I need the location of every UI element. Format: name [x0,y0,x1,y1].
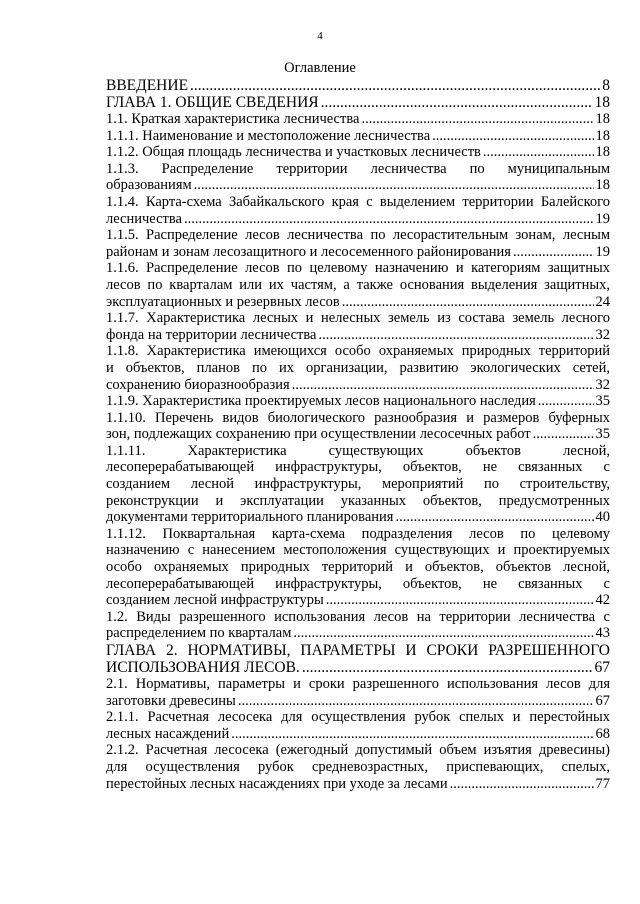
toc-entry-text: для осуществления рубок средневозрастных, приспевающих, спелых, [106,758,610,775]
toc-page-number: 32 [595,326,610,343]
toc-page-number: 43 [595,625,610,642]
toc-entry[interactable] [106,526,610,609]
toc-entry-text: лесничества [106,210,182,227]
table-of-contents [106,77,610,792]
toc-entry[interactable] [106,609,610,642]
toc-page-number: 35 [595,393,610,410]
toc-entry-text: созданием лесной инфраструктуры [106,592,324,609]
page-title: Оглавление [284,60,356,76]
toc-entry[interactable] [106,676,610,709]
toc-page-number: 67 [595,692,610,709]
toc-entry-text: сохранению биоразнообразия [106,376,290,393]
dot-leader [326,592,594,609]
toc-entry-text: 1.1.11. Характеристика существующих объектов лесной, [106,442,610,459]
toc-entry-text: фонда на территории лесничества [106,326,317,343]
toc-entry-text: ГЛАВА 2. НОРМАТИВЫ, ПАРАМЕТРЫ И СРОКИ РАЗРЕШЕННОГО [106,642,610,659]
toc-entry-text: особо охраняемых природных территорий и объектов, объектов лесной, [106,559,610,576]
dot-leader [231,726,593,743]
toc-entry[interactable] [106,642,610,676]
dot-leader [432,128,593,145]
dot-leader [450,776,594,793]
toc-entry-text: 1.1.7. Характеристика лесных и нелесных земель из состава земель лесного [106,310,610,327]
toc-entry-text: районам и зонам лесозащитного и лесосеменного районирования [106,243,511,260]
toc-entry-text: 1.1.9. Характеристика проектируемых лесов национального наследия [106,393,536,410]
toc-entry[interactable] [106,410,610,443]
toc-entry[interactable] [106,343,610,393]
toc-entry[interactable] [106,709,610,742]
toc-entry-text: 1.1.6. Распределение лесов по целевому назначению и категориям защитных [106,260,610,277]
toc-entry[interactable] [106,144,610,161]
dot-leader [361,111,593,128]
toc-entry-text: 1.1.5. Распределение лесов лесничества по лесорастительным зонам, лесным [106,227,610,244]
toc-page-number: 18 [595,111,610,127]
dot-leader [194,177,594,194]
toc-page-number: 8 [602,77,610,94]
toc-entry-text: образованиям [106,177,192,194]
toc-entry[interactable] [106,742,610,792]
toc-entry-text: 1.2. Виды разрешенного использования лесов на территории лесничества с [106,608,610,625]
toc-entry-text: лесоперерабатывающей инфраструктуры, объектов, не связанных с [106,459,610,476]
toc-entry[interactable] [106,111,610,128]
toc-page-number: 42 [595,592,610,609]
toc-entry-text: реконструкции и эксплуатации указанных объектов, предусмотренных [106,492,610,509]
toc-entry[interactable] [106,128,610,145]
page-number: 4 [317,30,323,42]
toc-entry[interactable] [106,77,610,94]
toc-entry-text: созданием лесной инфраструктуры, мероприятий по строительству, [106,476,610,493]
toc-entry-text: ИСПОЛЬЗОВАНИЯ ЛЕСОВ. [106,659,300,676]
toc-page-number: 68 [595,725,610,742]
toc-entry-text: лесоперерабатывающей инфраструктуры, объектов, не связанных с [106,575,610,592]
toc-entry-text: 1.1.12. Поквартальная карта-схема подразделения лесов по целевому [106,525,610,542]
dot-leader [318,327,593,344]
dot-leader [293,625,593,642]
toc-entry[interactable] [106,310,610,343]
toc-entry[interactable] [106,161,610,194]
dot-leader [321,94,593,111]
toc-entry-text: 1.1.3. Распределение территории лесничества по муниципальным [106,160,610,177]
toc-page-number: 19 [595,210,610,227]
toc-entry-text: 1.1.1. Наименование и местоположение лесничества [106,127,431,144]
toc-entry-text: 1.1.4. Карта-схема Забайкальского края с выделением территории Балейского [106,193,610,210]
dot-leader [533,426,594,443]
dot-leader [513,244,594,261]
toc-entry-text: 1.1. Краткая характеристика лесничества [106,111,360,127]
toc-page-number: 24 [595,293,610,310]
dot-leader [292,377,594,394]
toc-page-number: 67 [594,659,610,676]
toc-entry-text: зон, подлежащих сохранению при осуществлении лесосечных работ [106,426,531,443]
toc-entry-text: перестойных лесных насаждениях при уходе за лесами [106,775,448,792]
dot-leader [538,393,594,410]
toc-page-number: 18 [595,177,610,194]
toc-entry-text: назначению с нанесением местоположения существующих и проектируемых [106,542,610,559]
toc-page-number: 32 [595,376,610,393]
dot-leader [190,77,600,94]
toc-page-number: 77 [595,775,610,792]
toc-entry-text: 1.1.2. Общая площадь лесничества и участковых лесничеств [106,144,481,161]
toc-entry-text: заготовки древесины [106,692,236,709]
toc-entry-text: и объектов, планов по их организации, развитию экологических сетей, [106,359,610,376]
toc-entry-text: документами территориального планирования [106,509,394,526]
dot-leader [395,509,593,526]
toc-entry-text: 1.1.8. Характеристика имеющихся особо охраняемых природных территорий [106,343,610,360]
toc-page-number: 19 [595,243,610,260]
toc-entry[interactable] [106,94,610,111]
toc-entry[interactable] [106,194,610,227]
toc-entry-text: лесных насаждений [106,725,230,742]
toc-entry-text: 1.1.10. Перечень видов биологического разнообразия и размеров буферных [106,409,610,426]
toc-entry-text: 2.1.1. Расчетная лесосека для осуществления рубок спелых и перестойных [106,709,610,726]
toc-entry-text: 2.1. Нормативы, параметры и сроки разрешенного использования лесов для [106,676,610,692]
toc-entry-text: ГЛАВА 1. ОБЩИЕ СВЕДЕНИЯ [106,94,319,111]
toc-entry-text: 2.1.2. Расчетная лесосека (ежегодный допустимый объем изъятия древесины) [106,742,610,759]
dot-leader [184,211,594,228]
toc-entry[interactable] [106,260,610,310]
toc-entry-text: лесов по кварталам или их частям, а также основания выделения защитных, [106,276,610,293]
dot-leader [483,144,594,161]
toc-page-number: 35 [595,426,610,443]
toc-entry-text: распределением по кварталам [106,625,292,642]
dot-leader [302,659,593,676]
toc-entry-text: ВВЕДЕНИЕ [106,77,189,94]
toc-entry[interactable] [106,443,610,526]
dot-leader [238,693,594,710]
toc-entry-text: эксплуатационных и резервных лесов [106,293,340,310]
toc-entry[interactable] [106,393,610,410]
toc-page-number: 18 [595,127,610,144]
toc-page-number: 40 [595,509,610,526]
toc-page-number: 18 [595,144,610,161]
dot-leader [342,294,594,311]
toc-page-number: 18 [594,94,610,111]
toc-entry[interactable] [106,227,610,260]
